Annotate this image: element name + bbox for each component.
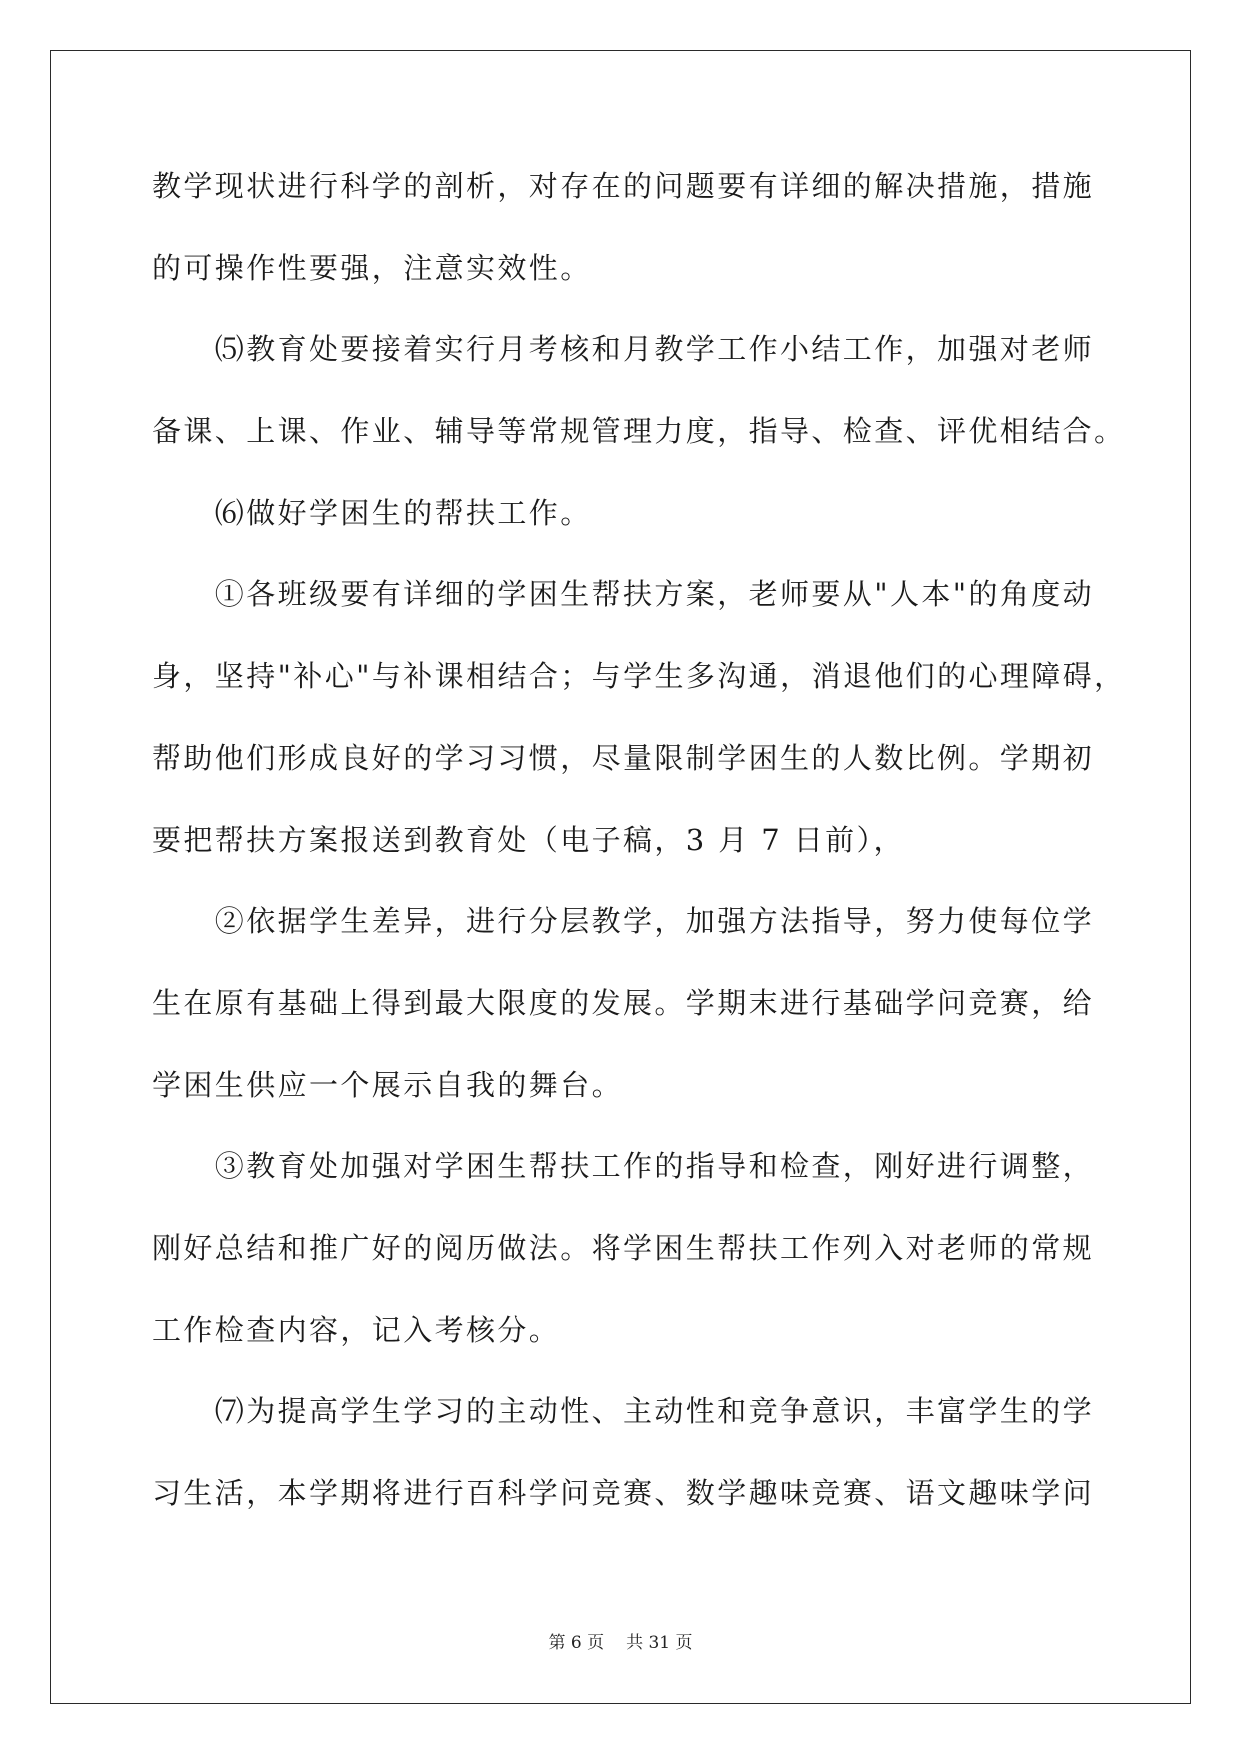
page-number: 第 6 页 bbox=[548, 1633, 605, 1653]
document-body bbox=[152, 164, 1126, 1553]
text-line: 要把帮扶方案报送到教育处（电子稿，3 月 7 日前）， bbox=[152, 822, 905, 857]
text-line: 习生活，本学期将进行百科学问竞赛、数学趣味竞赛、语文趣味学问 bbox=[152, 1476, 1095, 1510]
page-total: 共 31 页 bbox=[626, 1633, 693, 1653]
text-line: ⑸教育处要接着实行月考核和月教学工作小结工作，加强对老师 bbox=[152, 332, 1095, 367]
paragraph bbox=[152, 1389, 1094, 1552]
text-line: ③教育处加强对学困生帮扶工作的指导和检查，刚好进行调整， bbox=[152, 1149, 1095, 1184]
paragraph bbox=[152, 1144, 1094, 1389]
paragraph bbox=[152, 491, 1094, 573]
text-line: 生在原有基础上得到最大限度的发展。学期末进行基础学问竞赛，给 bbox=[152, 985, 1095, 1020]
text-line: 刚好总结和推广好的阅历做法。将学困生帮扶工作列入对老师的常规 bbox=[152, 1230, 1095, 1265]
page-footer bbox=[0, 1628, 1241, 1653]
paragraph bbox=[152, 164, 1094, 327]
paragraph bbox=[152, 572, 1126, 899]
text-line: ②依据学生差异，进行分层教学，加强方法指导，努力使每位学 bbox=[152, 904, 1095, 939]
text-line: 教学现状进行科学的剖析，对存在的问题要有详细的解决措施，措施 bbox=[152, 169, 1095, 203]
text-line: 身，坚持"补心"与补课相结合；与学生多沟通，消退他们的心理障碍， bbox=[152, 659, 1126, 694]
paragraph bbox=[152, 327, 1126, 490]
text-line: ⑹做好学困生的帮扶工作。 bbox=[152, 495, 592, 530]
text-line: ①各班级要有详细的学困生帮扶方案，老师要从"人本"的角度动 bbox=[152, 577, 1095, 612]
text-line: ⑺为提高学生学习的主动性、主动性和竞争意识，丰富学生的学 bbox=[152, 1394, 1095, 1429]
text-line: 帮助他们形成良好的学习习惯，尽量限制学困生的人数比例。学期初 bbox=[152, 740, 1095, 775]
text-line: 工作检查内容，记入考核分。 bbox=[152, 1312, 561, 1347]
text-line: 备课、上课、作业、辅导等常规管理力度，指导、检查、评优相结合。 bbox=[152, 414, 1126, 449]
text-line: 的可操作性要强，注意实效性。 bbox=[152, 250, 592, 285]
text-line: 学困生供应一个展示自我的舞台。 bbox=[152, 1067, 624, 1102]
paragraph bbox=[152, 899, 1094, 1144]
